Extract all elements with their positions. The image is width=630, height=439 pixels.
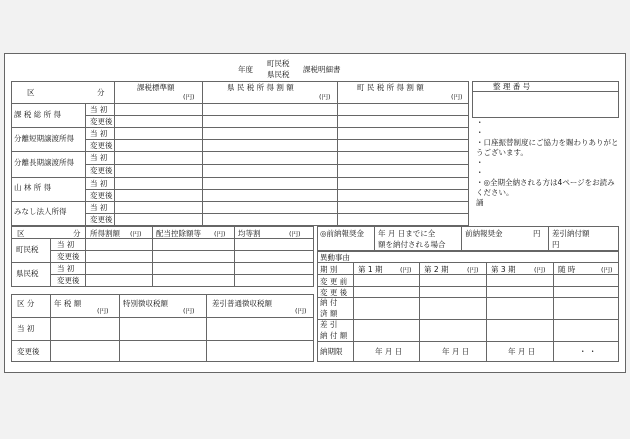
net-payment-unit: 円 [552,240,560,249]
header-base: 課税標準額 [137,83,175,92]
prepay-deadline: 年 月 日までに全 [378,229,436,238]
row-changed: 変更後 [90,191,113,200]
mid-header-dividend-unit: (円) [214,230,226,238]
period-3: 第 3 期 [491,265,516,274]
kubun-label: 区 [27,88,35,97]
period-1: 第 1 期 [358,265,383,274]
header-town: 町 民 税 所 得 割 額 [357,83,424,92]
due-date-label: 納期限 [320,347,343,356]
prepay-condition: 額を納付される場合 [378,240,446,249]
bun-label: 分 [97,88,105,97]
mid-town-tax: 町民税 [16,245,39,254]
header-base-unit: (円) [183,93,195,101]
note-line: ・口座振替制度にご協力を賜わりありがとうございます。 [476,138,619,157]
mid-header-equal-unit: (円) [289,230,301,238]
title-year: 年度 [238,65,253,74]
bottom-header-annual: 年 税 額 [54,299,82,308]
mid-initial: 当 初 [57,240,75,249]
period-3-unit: (円) [534,266,546,274]
net-due-2: 納 付 額 [320,331,348,340]
prepay-reward-label: ◎前納報奨金 [320,229,365,238]
bottom-header-special-unit: (円) [183,307,195,315]
net-due-1: 差 引 [320,320,338,329]
before-change: 変 更 前 [320,277,348,286]
change-reason-label: 異動事由 [320,253,350,262]
row-changed: 変更後 [90,141,113,150]
row-initial: 当 初 [90,203,108,212]
note-line: ・ [476,118,484,127]
row-label-deemed-corp: みなし法人所得 [14,207,67,216]
notes [476,118,621,208]
prepay-reward-unit: 円 [533,229,541,238]
period-2: 第 2 期 [424,265,449,274]
title-label: 課税明細書 [303,65,341,74]
header-pref-unit: (円) [319,93,331,101]
mid-changed: 変更後 [57,276,80,285]
paid-amount-2: 済 額 [320,309,338,318]
bottom-changed: 変更後 [17,347,40,356]
row-changed: 変更後 [90,215,113,224]
row-label-short-term: 分離短期譲渡所得 [14,134,74,143]
tax-detail-form [4,53,626,373]
after-change: 変 更 後 [320,288,348,297]
note-line: ・ [476,128,484,137]
note-line: 誦 [476,198,484,207]
note-line: ・ [476,168,484,177]
bottom-header-annual-unit: (円) [97,307,109,315]
mid-kubun: 区 [17,229,25,238]
mid-bun: 分 [73,229,81,238]
due-date-anytime: ・ ・ [579,347,597,356]
bottom-initial: 当 初 [17,324,35,333]
reference-number-label: 整 理 番 号 [493,82,531,91]
header-town-unit: (円) [451,93,463,101]
row-label-forest: 山 林 所 得 [14,183,52,192]
row-initial: 当 初 [90,153,108,162]
title-pref-tax: 県民税 [267,70,290,79]
row-label-long-term: 分離長期譲渡所得 [14,158,74,167]
title-town-tax: 町民税 [267,59,290,68]
mid-header-income-unit: (円) [130,230,142,238]
row-label-taxable-total: 課 税 総 所 得 [14,110,62,119]
row-initial: 当 初 [90,105,108,114]
bottom-kubun: 区 分 [17,299,35,308]
period-1-unit: (円) [400,266,412,274]
due-date-1: 年 月 日 [375,347,403,356]
header-pref: 県 民 税 所 得 割 額 [227,83,294,92]
paid-amount-1: 納 付 [320,298,338,307]
period-anytime: 随 時 [558,265,576,274]
mid-changed: 変更後 [57,252,80,261]
period-label: 期 別 [320,265,338,274]
mid-initial: 当 初 [57,264,75,273]
bottom-header-special: 特別徴収税額 [123,299,168,308]
note-line: ・◎全期全納される方は4ページをお読みください。 [476,178,615,197]
mid-header-dividend: 配当控除額等 [156,229,201,238]
period-2-unit: (円) [467,266,479,274]
bottom-header-ordinary-unit: (円) [295,307,307,315]
period-anytime-unit: (円) [601,266,613,274]
row-initial: 当 初 [90,129,108,138]
row-changed: 変更後 [90,117,113,126]
mid-header-equal: 均等割 [238,229,261,238]
net-payment-label: 差引納付額 [552,229,590,238]
row-initial: 当 初 [90,179,108,188]
due-date-2: 年 月 日 [442,347,470,356]
mid-header-income: 所得割額 [90,229,120,238]
mid-pref-tax: 県民税 [16,269,39,278]
row-changed: 変更後 [90,166,113,175]
bottom-header-ordinary: 差引普通徴収税額 [212,299,272,308]
prepay-reward: 前納報奨金 [465,229,503,238]
note-line: ・ [476,158,484,167]
due-date-3: 年 月 日 [508,347,536,356]
